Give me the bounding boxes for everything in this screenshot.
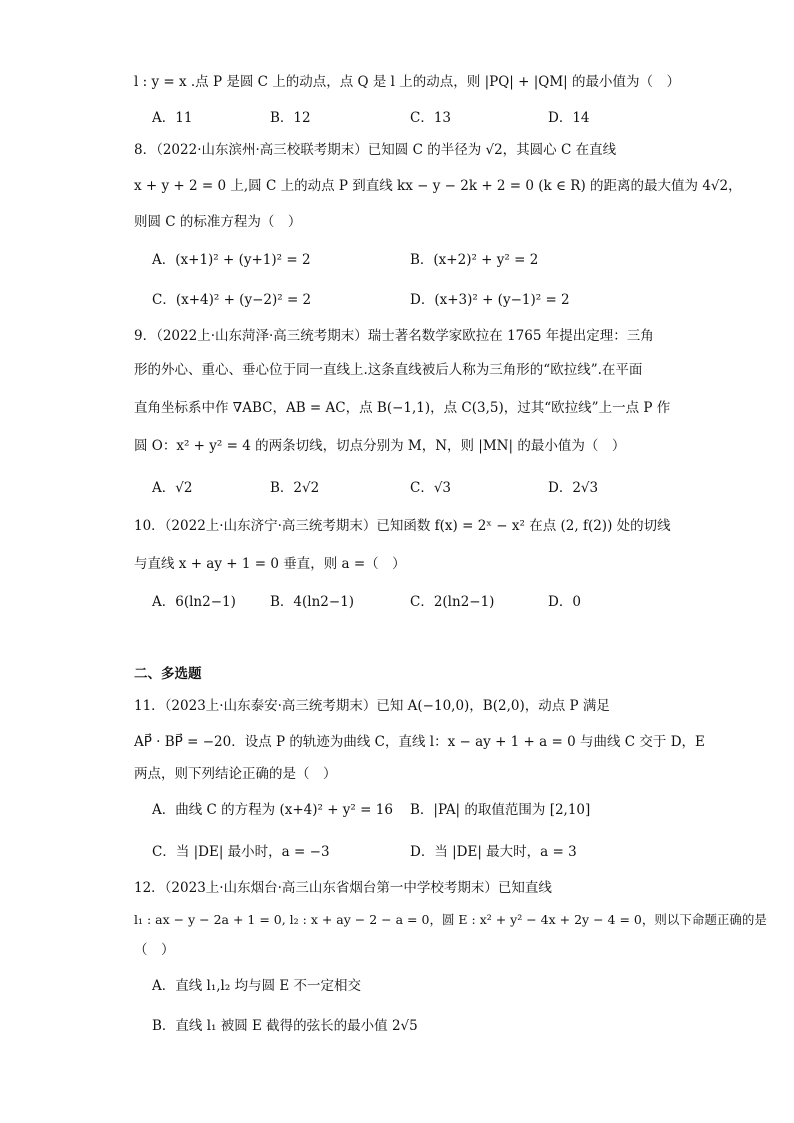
- q8-stem-line-2: x + y + 2 = 0 上,圆 C 上的动点 P 到直线 kx − y − 2k + 2 = 0 (k ∈ R) 的距离的最大值为 4√2，: [134, 178, 742, 194]
- q9-stem-line-2: 形的外心、重心、垂心位于同一直线上.这条直线被后人称为三角形的“欧拉线”.在平面: [134, 362, 643, 378]
- q11-option-d[interactable]: D．当 |DE| 最大时，a = 3: [410, 844, 577, 860]
- q10-option-c[interactable]: C．2(ln2−1): [410, 594, 495, 610]
- q11-option-a[interactable]: A．曲线 C 的方程为 (x+4)² + y² = 16: [152, 802, 393, 818]
- q8-option-d[interactable]: D．(x+3)² + (y−1)² = 2: [410, 292, 570, 308]
- q7-option-c[interactable]: C．13: [410, 110, 452, 126]
- q8-stem-line-3: 则圆 C 的标准方程为（ ）: [134, 214, 302, 230]
- q8-option-b[interactable]: B．(x+2)² + y² = 2: [410, 252, 539, 268]
- q8-stem-line-1: 8．（2022·山东滨州·高三校联考期末）已知圆 C 的半径为 √2，其圆心 C 在直线: [134, 142, 617, 158]
- q10-option-b[interactable]: B．4(ln2−1): [270, 594, 355, 610]
- q12-stem-line-2: l₁ : ax − y − 2a + 1 = 0, l₂ : x + ay − 2 − a = 0，圆 E : x² + y² − 4x + 2y − 4 = 0，则以下命题正确的是: [134, 912, 767, 927]
- q10-option-a[interactable]: A．6(ln2−1): [152, 594, 236, 610]
- q11-stem-line-1: 11．（2023上·山东泰安·高三统考期末）已知 A(−10,0)，B(2,0)，动点 P 满足: [134, 698, 610, 714]
- q10-stem-line-2: 与直线 x + ay + 1 = 0 垂直，则 a =（ ）: [134, 556, 406, 572]
- q11-stem-line-3: 两点，则下列结论正确的是（ ）: [134, 766, 337, 782]
- q7-stem-line: l : y = x .点 P 是圆 C 上的动点，点 Q 是 l 上的动点，则 |PQ| + |QM| 的最小值为（ ）: [134, 74, 681, 90]
- q9-stem-line-4: 圆 O：x² + y² = 4 的两条切线，切点分别为 M，N，则 |MN| 的最小值为（ ）: [134, 438, 626, 454]
- q12-stem-line-3: （ ）: [134, 942, 175, 958]
- q10-stem-line-1: 10．（2022上·山东济宁·高三统考期末）已知函数 f(x) = 2ˣ − x² 在点 (2, f(2)) 处的切线: [134, 518, 671, 534]
- q11-stem-line-2: AP⃗ · BP⃗ = −20．设点 P 的轨迹为曲线 C，直线 l：x − ay + 1 + a = 0 与曲线 C 交于 D，E: [134, 734, 705, 750]
- q10-option-d[interactable]: D．0: [548, 594, 581, 610]
- q11-option-c[interactable]: C．当 |DE| 最小时，a = −3: [152, 844, 330, 860]
- q12-option-a[interactable]: A．直线 l₁,l₂ 均与圆 E 不一定相交: [152, 978, 362, 994]
- section-heading: 二、多选题: [134, 666, 202, 682]
- q11-option-b[interactable]: B．|PA| 的取值范围为 [2,10]: [410, 802, 591, 818]
- q9-option-d[interactable]: D．2√3: [548, 480, 599, 496]
- q9-option-b[interactable]: B．2√2: [270, 480, 320, 496]
- q7-option-a[interactable]: A．11: [152, 110, 193, 126]
- q9-option-a[interactable]: A．√2: [152, 480, 193, 496]
- q7-option-b[interactable]: B．12: [270, 110, 311, 126]
- q12-stem-line-1: 12．（2023上·山东烟台·高三山东省烟台第一中学校考期末）已知直线: [134, 880, 552, 896]
- q7-option-d[interactable]: D．14: [548, 110, 590, 126]
- q12-option-b[interactable]: B．直线 l₁ 被圆 E 截得的弦长的最小值 2√5: [152, 1018, 418, 1034]
- q8-option-a[interactable]: A．(x+1)² + (y+1)² = 2: [152, 252, 311, 268]
- q9-stem-line-1: 9．（2022上·山东菏泽·高三统考期末）瑞士著名数学家欧拉在 1765 年提出定理：三角: [134, 328, 654, 344]
- q9-stem-line-3: 直角坐标系中作 ∇ABC，AB = AC，点 B(−1,1)，点 C(3,5)，过其“欧拉线”上一点 P 作: [134, 400, 671, 416]
- q9-option-c[interactable]: C．√3: [410, 480, 452, 496]
- q8-option-c[interactable]: C．(x+4)² + (y−2)² = 2: [152, 292, 312, 308]
